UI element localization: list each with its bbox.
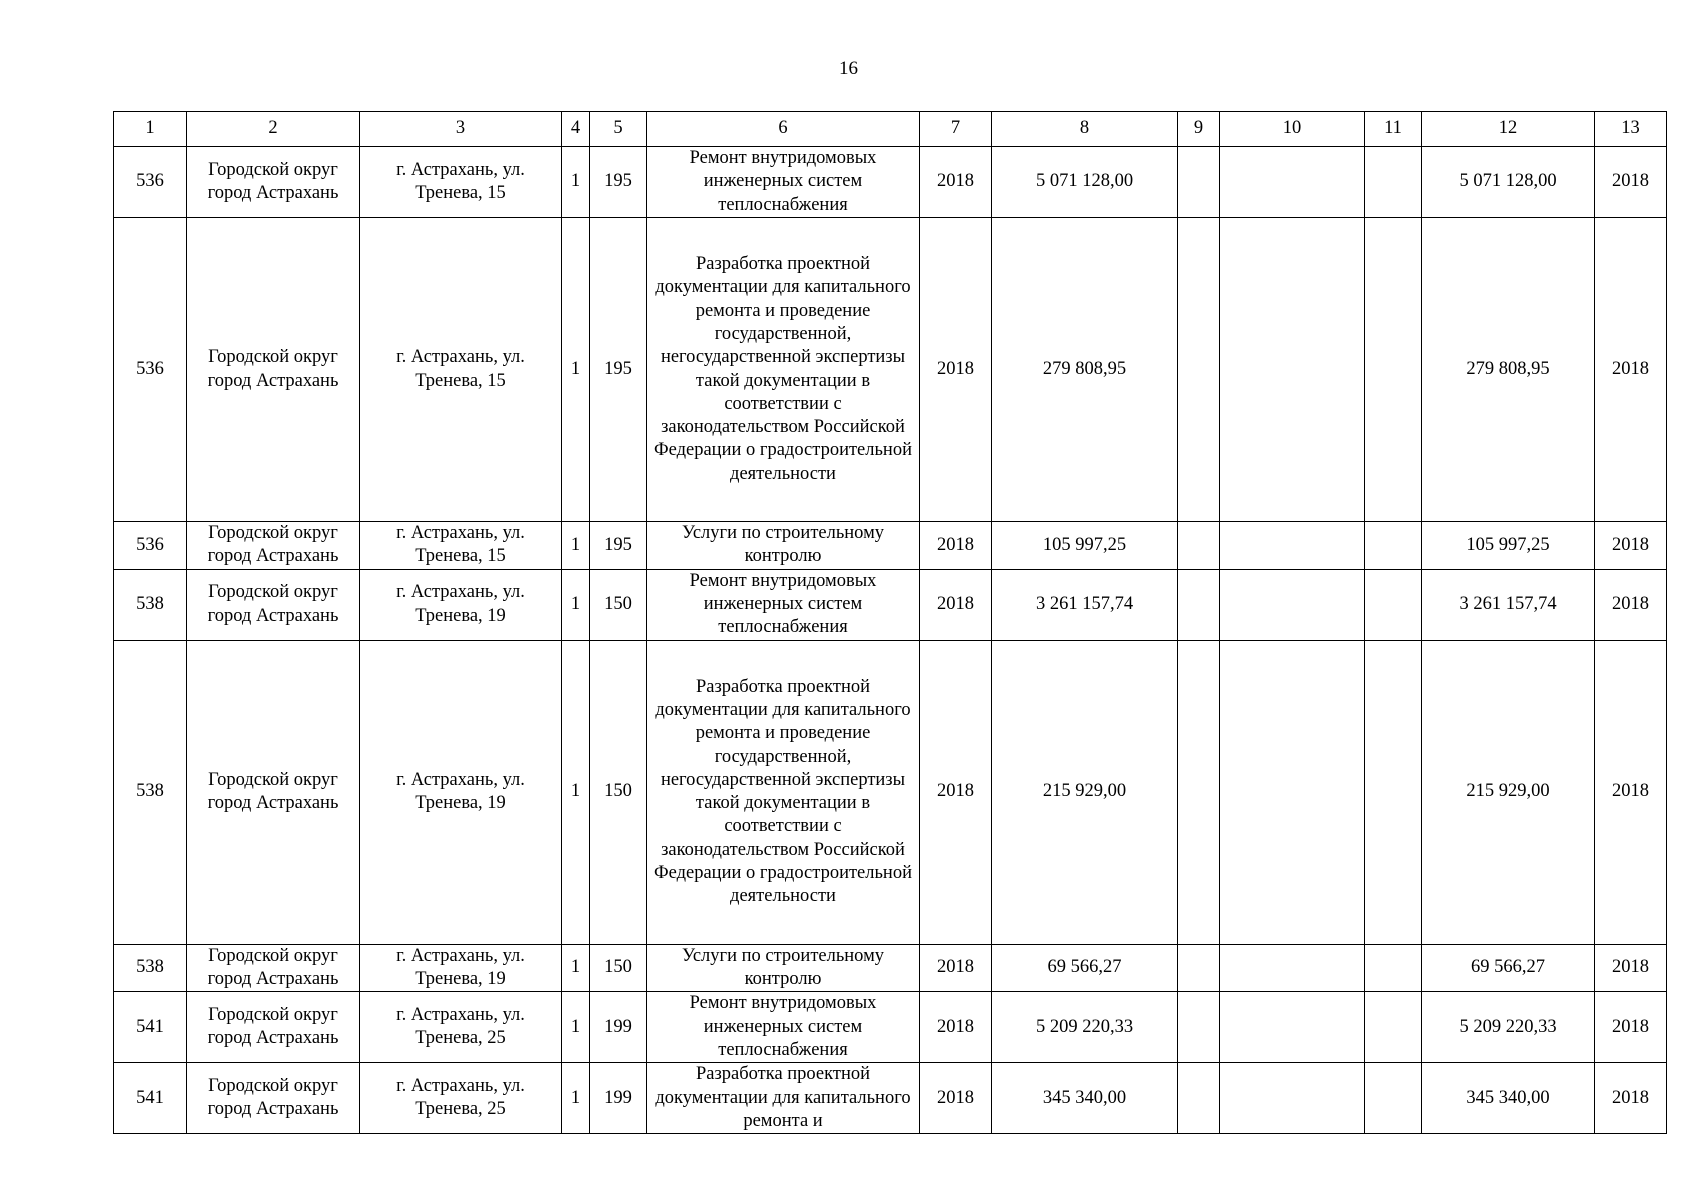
column-4-cell: 1	[562, 992, 590, 1063]
column-4-cell: 1	[562, 1063, 590, 1134]
column-9-cell	[1178, 944, 1220, 992]
year-cell: 2018	[920, 992, 992, 1063]
total-cost-cell: 215 929,00	[992, 640, 1178, 944]
total-cost-cell: 5 209 220,33	[992, 992, 1178, 1063]
column-11-cell	[1365, 944, 1422, 992]
table-row	[114, 944, 1667, 992]
column-10-cell	[1220, 992, 1365, 1063]
column-12-cell: 5 071 128,00	[1422, 147, 1595, 218]
column-11-cell	[1365, 218, 1422, 522]
column-12-cell: 279 808,95	[1422, 218, 1595, 522]
column-11-cell	[1365, 522, 1422, 570]
column-10-cell	[1220, 218, 1365, 522]
column-4-cell: 1	[562, 569, 590, 640]
municipality-cell: Городской округ город Астрахань	[187, 569, 360, 640]
total-cost-cell: 3 261 157,74	[992, 569, 1178, 640]
work-type-cell: Разработка проектной документации для капитального ремонта и проведение государственной, негосударственной экспертизы такой документации в соответствии с законодательством Российской Федерации о градостроительной деятельности	[647, 640, 920, 944]
address-cell: г. Астрахань, ул. Тренева, 25	[360, 1063, 562, 1134]
column-header: 7	[920, 112, 992, 147]
address-cell: г. Астрахань, ул. Тренева, 15	[360, 147, 562, 218]
municipality-cell: Городской округ город Астрахань	[187, 992, 360, 1063]
column-11-cell	[1365, 569, 1422, 640]
row-number: 541	[114, 992, 187, 1063]
column-header: 12	[1422, 112, 1595, 147]
row-number: 538	[114, 640, 187, 944]
column-9-cell	[1178, 218, 1220, 522]
column-11-cell	[1365, 1063, 1422, 1134]
column-header: 5	[590, 112, 647, 147]
table-row	[114, 569, 1667, 640]
column-9-cell	[1178, 147, 1220, 218]
address-cell: г. Астрахань, ул. Тренева, 15	[360, 218, 562, 522]
column-10-cell	[1220, 522, 1365, 570]
column-9-cell	[1178, 992, 1220, 1063]
column-header: 3	[360, 112, 562, 147]
year-cell: 2018	[920, 522, 992, 570]
column-10-cell	[1220, 147, 1365, 218]
column-11-cell	[1365, 992, 1422, 1063]
total-cost-cell: 5 071 128,00	[992, 147, 1178, 218]
capital-repair-table	[113, 111, 1667, 1134]
column-13-cell: 2018	[1595, 1063, 1667, 1134]
table-row	[114, 218, 1667, 522]
year-cell: 2018	[920, 569, 992, 640]
column-header: 13	[1595, 112, 1667, 147]
column-5-cell: 195	[590, 147, 647, 218]
year-cell: 2018	[920, 944, 992, 992]
year-cell: 2018	[920, 218, 992, 522]
column-11-cell	[1365, 640, 1422, 944]
municipality-cell: Городской округ город Астрахань	[187, 218, 360, 522]
total-cost-cell: 345 340,00	[992, 1063, 1178, 1134]
column-header: 10	[1220, 112, 1365, 147]
address-cell: г. Астрахань, ул. Тренева, 15	[360, 522, 562, 570]
municipality-cell: Городской округ город Астрахань	[187, 522, 360, 570]
column-9-cell	[1178, 1063, 1220, 1134]
total-cost-cell: 69 566,27	[992, 944, 1178, 992]
column-header: 2	[187, 112, 360, 147]
column-5-cell: 150	[590, 569, 647, 640]
column-5-cell: 199	[590, 992, 647, 1063]
row-number: 538	[114, 569, 187, 640]
column-header: 11	[1365, 112, 1422, 147]
table-row	[114, 992, 1667, 1063]
total-cost-cell: 105 997,25	[992, 522, 1178, 570]
column-13-cell: 2018	[1595, 640, 1667, 944]
address-cell: г. Астрахань, ул. Тренева, 19	[360, 640, 562, 944]
column-5-cell: 150	[590, 640, 647, 944]
row-number: 538	[114, 944, 187, 992]
address-cell: г. Астрахань, ул. Тренева, 19	[360, 944, 562, 992]
column-9-cell	[1178, 522, 1220, 570]
column-header: 9	[1178, 112, 1220, 147]
table-row	[114, 1063, 1667, 1134]
address-cell: г. Астрахань, ул. Тренева, 19	[360, 569, 562, 640]
column-4-cell: 1	[562, 522, 590, 570]
work-type-cell: Ремонт внутридомовых инженерных систем теплоснабжения	[647, 569, 920, 640]
column-5-cell: 195	[590, 522, 647, 570]
column-9-cell	[1178, 640, 1220, 944]
year-cell: 2018	[920, 1063, 992, 1134]
table-row	[114, 640, 1667, 944]
table-row	[114, 147, 1667, 218]
row-number: 536	[114, 218, 187, 522]
column-10-cell	[1220, 1063, 1365, 1134]
column-12-cell: 3 261 157,74	[1422, 569, 1595, 640]
work-type-cell: Разработка проектной документации для капитального ремонта и	[647, 1063, 920, 1134]
municipality-cell: Городской округ город Астрахань	[187, 147, 360, 218]
column-5-cell: 150	[590, 944, 647, 992]
column-5-cell: 195	[590, 218, 647, 522]
column-number-row	[114, 112, 1667, 147]
municipality-cell: Городской округ город Астрахань	[187, 640, 360, 944]
column-12-cell: 69 566,27	[1422, 944, 1595, 992]
column-11-cell	[1365, 147, 1422, 218]
column-header: 6	[647, 112, 920, 147]
column-header: 1	[114, 112, 187, 147]
year-cell: 2018	[920, 147, 992, 218]
column-4-cell: 1	[562, 944, 590, 992]
column-header: 8	[992, 112, 1178, 147]
column-12-cell: 345 340,00	[1422, 1063, 1595, 1134]
column-13-cell: 2018	[1595, 944, 1667, 992]
work-type-cell: Ремонт внутридомовых инженерных систем теплоснабжения	[647, 147, 920, 218]
column-13-cell: 2018	[1595, 147, 1667, 218]
work-type-cell: Услуги по строительному контролю	[647, 944, 920, 992]
column-13-cell: 2018	[1595, 569, 1667, 640]
row-number: 536	[114, 522, 187, 570]
column-5-cell: 199	[590, 1063, 647, 1134]
column-12-cell: 215 929,00	[1422, 640, 1595, 944]
column-13-cell: 2018	[1595, 522, 1667, 570]
row-number: 541	[114, 1063, 187, 1134]
municipality-cell: Городской округ город Астрахань	[187, 944, 360, 992]
address-cell: г. Астрахань, ул. Тренева, 25	[360, 992, 562, 1063]
work-type-cell: Разработка проектной документации для капитального ремонта и проведение государственной, негосударственной экспертизы такой документации в соответствии с законодательством Российской Федерации о градостроительной деятельности	[647, 218, 920, 522]
municipality-cell: Городской округ город Астрахань	[187, 1063, 360, 1134]
column-13-cell: 2018	[1595, 218, 1667, 522]
page-number: 16	[839, 58, 858, 79]
year-cell: 2018	[920, 640, 992, 944]
work-type-cell: Услуги по строительному контролю	[647, 522, 920, 570]
column-10-cell	[1220, 569, 1365, 640]
column-12-cell: 105 997,25	[1422, 522, 1595, 570]
total-cost-cell: 279 808,95	[992, 218, 1178, 522]
table-row	[114, 522, 1667, 570]
column-4-cell: 1	[562, 218, 590, 522]
column-4-cell: 1	[562, 640, 590, 944]
column-header: 4	[562, 112, 590, 147]
column-10-cell	[1220, 640, 1365, 944]
row-number: 536	[114, 147, 187, 218]
column-10-cell	[1220, 944, 1365, 992]
column-9-cell	[1178, 569, 1220, 640]
column-13-cell: 2018	[1595, 992, 1667, 1063]
work-type-cell: Ремонт внутридомовых инженерных систем теплоснабжения	[647, 992, 920, 1063]
column-12-cell: 5 209 220,33	[1422, 992, 1595, 1063]
column-4-cell: 1	[562, 147, 590, 218]
